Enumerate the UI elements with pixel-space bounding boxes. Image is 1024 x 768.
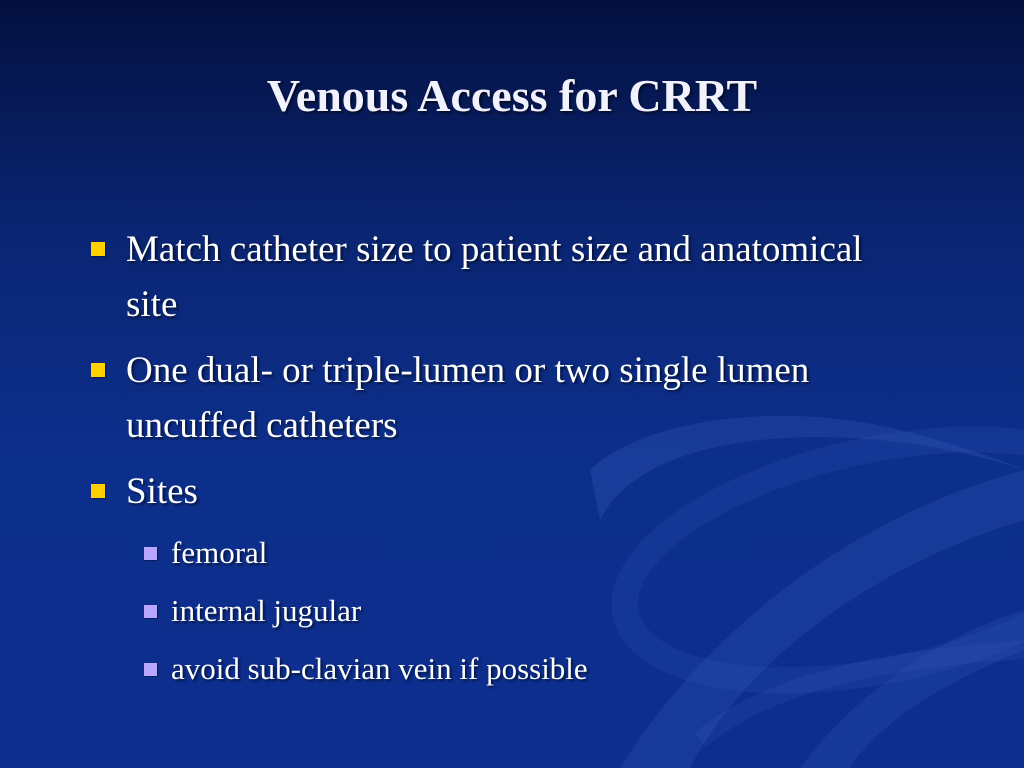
sub-bullet-text: avoid sub-clavian vein if possible	[171, 651, 588, 686]
square-sub-bullet-icon	[144, 663, 157, 676]
sub-bullet-item	[134, 640, 868, 698]
sub-bullet-list	[88, 524, 868, 698]
sub-bullet-item	[134, 582, 868, 640]
square-bullet-icon	[91, 363, 105, 377]
slide-title: Venous Access for CRRT	[266, 70, 758, 121]
sub-bullet-text: internal jugular	[171, 593, 362, 628]
bullet-text: Match catheter size to patient size and anatomical site	[126, 229, 863, 325]
bullet-item	[88, 343, 868, 453]
sub-bullet-text: femoral	[171, 535, 268, 570]
square-sub-bullet-icon	[144, 547, 157, 560]
square-bullet-icon	[91, 242, 105, 256]
square-bullet-icon	[91, 484, 105, 498]
bullet-item	[88, 222, 868, 332]
square-sub-bullet-icon	[144, 605, 157, 618]
sub-bullet-item	[134, 524, 868, 582]
bullet-text: One dual- or triple-lumen or two single lumen uncuffed catheters	[126, 350, 810, 446]
bullet-item	[88, 464, 868, 519]
bullet-list	[88, 222, 868, 698]
bullet-text: Sites	[126, 471, 198, 512]
